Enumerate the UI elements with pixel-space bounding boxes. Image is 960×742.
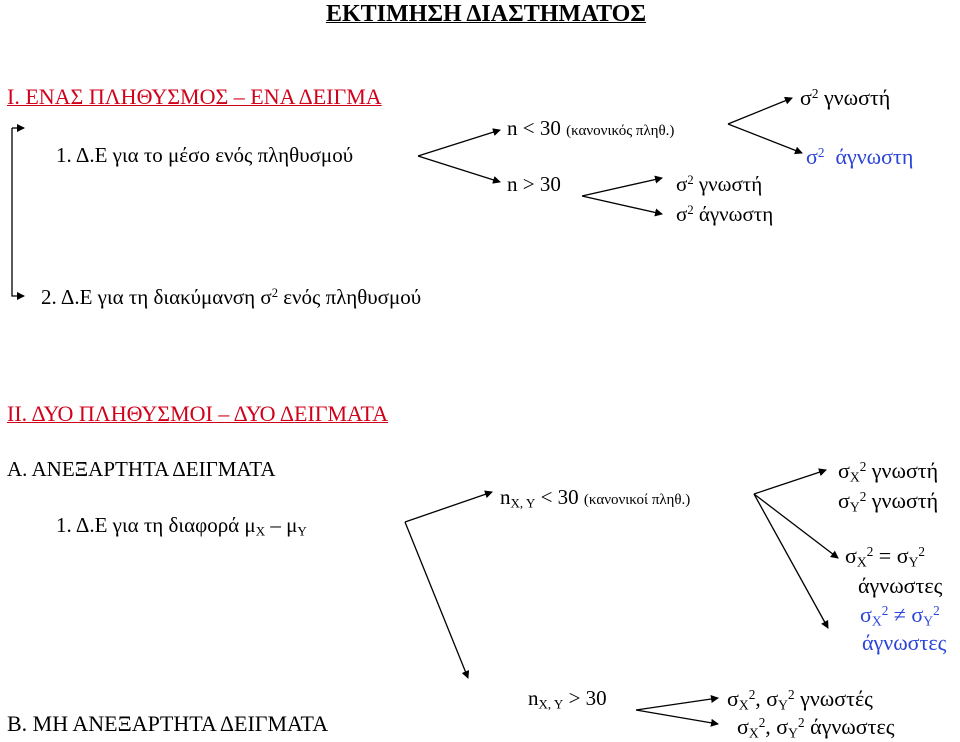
section2-item1: 1. Δ.Ε για τη διαφορά $\mu_X - \mu_Y$ <box>56 513 307 539</box>
arrow-to-n-large <box>418 156 500 182</box>
section2-heading: ΙΙ. ΔΥΟ ΠΛΗΘΥΣΜΟΙ – ΔΥΟ ΔΕΙΓΜΑΤΑ <box>7 401 389 426</box>
page-title: ΕΚΤΙΜΗΣΗ ΔΙΑΣΤΗΜΑΤΟΣ <box>325 1 647 27</box>
arrow-to-paired-known <box>636 698 718 710</box>
arrow-to-sigma-known-2 <box>582 178 662 196</box>
sx-known: $\sigma_X^2$ γνωστή <box>838 458 939 485</box>
sigma-known-2: $\sigma^2$ γνωστή <box>676 172 763 196</box>
arrow-to-paired-unknown <box>636 710 718 724</box>
paired-known: $\sigma_X^2$, $\sigma_Y^2$ γνωστές <box>727 686 873 713</box>
notequal-unknown-label: άγνωστες <box>862 630 947 655</box>
bracket-line <box>12 128 24 296</box>
section1-heading: Ι. ΕΝΑΣ ΠΛΗΘΥΣΜΟΣ – ΕΝΑ ΔΕΙΓΜΑ <box>7 84 382 109</box>
arrow-to-sigma-known-1 <box>728 98 792 124</box>
sigma-known-1: $\sigma^2$ γνωστή <box>800 85 891 110</box>
arrow-to-sigma-unknown-1 <box>728 124 802 153</box>
section1-item2: 2. Δ.Ε για τη διακύμανση $\sigma^2$ ενός πληθυσμού <box>41 285 422 309</box>
nxy-large-label: $n_{X, Y} > 30$ <box>528 686 607 712</box>
n-small-label <box>507 118 674 139</box>
sx-notequal-sy: $\sigma_X^2 \ne \sigma_Y^2$ <box>860 602 940 629</box>
sigma-unknown-1: $\sigma^2$ άγνωστη <box>806 144 914 169</box>
sigma-unknown-2: $\sigma^2$ άγνωστη <box>676 202 774 226</box>
arrow-to-sx-equal <box>754 494 838 558</box>
section1-item1: 1. Δ.Ε για το μέσο ενός πληθυσμού <box>56 143 354 167</box>
sy-known: $\sigma_Y^2$ γνωστή <box>838 488 939 515</box>
n-small-note: (κανονικός πληθ.) <box>566 123 675 139</box>
nxy-small-label: $n_{X, Y} < 30$ (κανονικοί πληθ.) <box>500 485 691 511</box>
n-large-label: n > 30 <box>507 172 561 196</box>
arrow-to-sigma-unknown-2 <box>582 196 662 214</box>
arrow-to-sx-notequal <box>754 494 828 628</box>
equal-unknown-label: άγνωστες <box>858 573 943 598</box>
arrow-to-sx-known <box>754 470 826 494</box>
n-small-main: n < 30 <box>507 116 561 140</box>
arrow-to-n-small <box>418 130 500 156</box>
subsection-a: Α. ΑΝΕΞΑΡΤΗΤΑ ΔΕΙΓΜΑΤΑ <box>7 457 276 481</box>
arrow-to-nxy-large <box>405 522 468 678</box>
sx-equal-sy: $\sigma_X^2 = \sigma_Y^2$ <box>845 543 926 570</box>
paired-unknown: $\sigma_X^2$, $\sigma_Y^2$ άγνωστες <box>737 714 895 741</box>
arrow-to-nxy-small <box>405 492 492 522</box>
subsection-b: Β. ΜΗ ΑΝΕΞΑΡΤΗΤΑ ΔΕΙΓΜΑΤΑ <box>7 711 329 736</box>
